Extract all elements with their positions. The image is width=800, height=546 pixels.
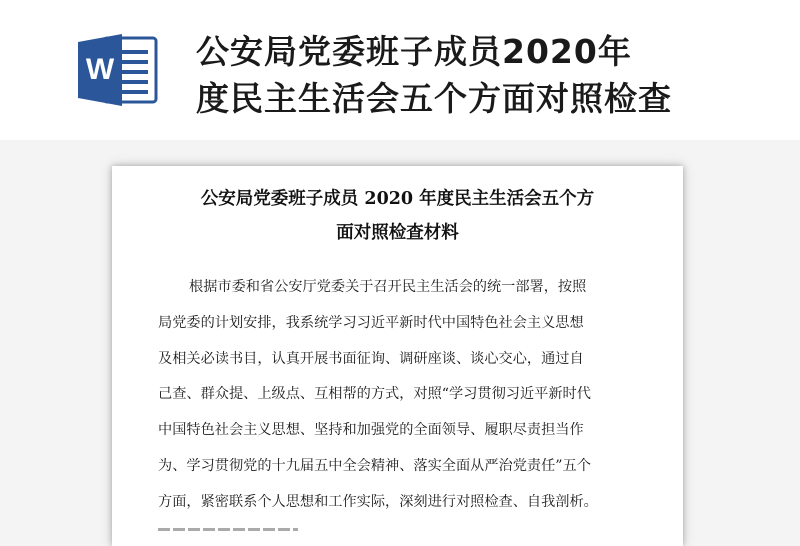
document-title	[112, 182, 683, 250]
truncated-text-line	[158, 522, 308, 534]
body-line: 根据市委和省公安厅党委关于召开民主生活会的统一部署，按照	[189, 279, 587, 295]
body-line: 方面，紧密联系个人思想和工作实际，深刻进行对照检查、自我剖析。	[158, 493, 598, 510]
page-title	[196, 28, 756, 122]
header	[0, 0, 800, 140]
word-document-icon	[76, 32, 162, 108]
word-icon-letter: W	[85, 53, 115, 86]
body-line: 己查、群众提、上级点、互相帮的方式，对照“学习贯彻习近平新时代	[158, 386, 591, 403]
body-line: 中国特色社会主义思想、坚持和加强党的全面领导、履职尽责担当作	[158, 422, 584, 439]
body-line: 局党委的计划安排，我系统学习习近平新时代中国特色社会主义思想	[158, 314, 584, 331]
page-title-line-1: 公安局党委班子成员2020年	[196, 32, 632, 71]
document-preview	[112, 166, 683, 546]
page-title-line-2: 度民主生活会五个方面对照检查	[196, 79, 672, 118]
body-line: 及相关必读书目，认真开展书面征询、调研座谈、谈心交心，通过自	[158, 350, 584, 367]
document-title-line-1: 公安局党委班子成员 2020 年度民主生活会五个方	[200, 189, 595, 209]
body-line: 为、学习贯彻党的十九届五中全会精神、落实全面从严治党责任”五个	[158, 457, 591, 474]
document-title-line-2: 面对照检查材料	[336, 223, 459, 243]
document-body	[158, 270, 648, 521]
